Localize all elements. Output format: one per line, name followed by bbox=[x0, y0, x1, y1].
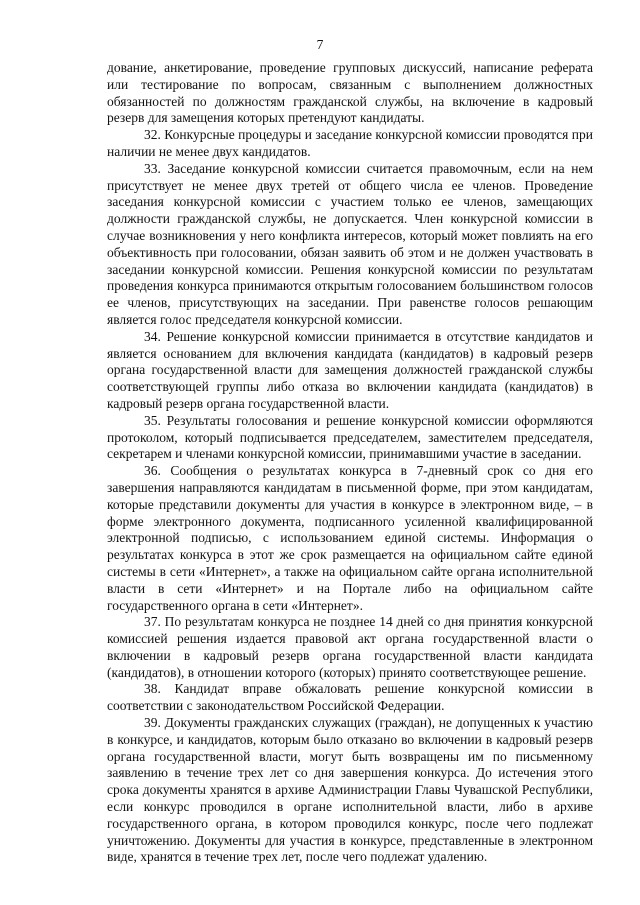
paragraph-34: 34. Решение конкурсной комиссии принимается в отсутствие кандидатов и является основанием для включения кандидата (кандидатов) в кадровый резерв органа государственной власти для замещения должностей гражданской службы соответствующей группы либо отказа во включении кандидата (кандидатов) в кадровый резерв органа государственной власти. bbox=[107, 328, 593, 411]
paragraph-35: 35. Результаты голосования и решение конкурсной комиссии оформляются протоколом, который подписывается председателем, заместителем председателя, секретарем и членами конкурсной комиссии, принимавшими участие в заседании. bbox=[107, 412, 593, 462]
paragraph-37: 37. По результатам конкурса не позднее 14 дней со дня принятия конкурсной комиссией решения издается правовой акт органа государственной власти о включении в кадровый резерв органа государственной власти кандидата (кандидатов), в отношении которого (которых) принято соответствующее решение. bbox=[107, 614, 593, 680]
paragraph-33: 33. Заседание конкурсной комиссии считается правомочным, если на нем присутствует не менее двух третей от общего числа ее членов. Проведение заседания конкурсной комиссии с участием только ее членов, замещающих должности гражданской службы, не допускается. Член конкурсной комиссии в случае возникновения у него конфликта интересов, который может повлиять на его объективность при голосовании, обязан заявить об этом и не должен участвовать в заседании конкурсной комиссии. Решения конкурсной комиссии по результатам проведения конкурса принимаются открытым голосованием большинством голосов ее членов, присутствующих на заседании. При равенстве голосов решающим является голос председателя конкурсной комиссии. bbox=[107, 160, 593, 327]
paragraph-38: 38. Кандидат вправе обжаловать решение конкурсной комиссии в соответствии с законодательством Российской Федерации. bbox=[107, 681, 593, 714]
document-body bbox=[107, 60, 593, 866]
paragraph-continuation: дование, анкетирование, проведение групповых дискуссий, написание реферата или тестирование по вопросам, связанным с выполнением должностных обязанностей по должностям гражданской службы, на включение в кадровый резерв для замещения которых претендуют кандидаты. bbox=[107, 60, 593, 126]
paragraph-39: 39. Документы гражданских служащих (граждан), не допущенных к участию в конкурсе, и кандидатов, которым было отказано во включении в кадровый резерв органа государственной власти, могут быть возвращены им по письменному заявлению в течение трех лет со дня завершения конкурса. До истечения этого срока документы хранятся в архиве Администрации Главы Чувашской Республики, если конкурс проводился в органе исполнительной власти, либо в архиве государственного органа, в котором проводился конкурс, после чего подлежат уничтожению. Документы для участия в конкурсе, представленные в электронном виде, хранятся в течение трех лет, после чего подлежат удалению. bbox=[107, 715, 593, 865]
page-number: 7 bbox=[316, 37, 324, 52]
paragraph-32: 32. Конкурсные процедуры и заседание конкурсной комиссии проводятся при наличии не менее двух кандидатов. bbox=[107, 127, 593, 159]
paragraph-36: 36. Сообщения о результатах конкурса в 7-дневный срок со дня его завершения направляются кандидатам в письменной форме, при этом кандидатам, которые представили документы для участия в конкурсе в электронном виде, – в форме электронного документа, подписанного усиленной квалифицированной электронной подписью, с использованием единой системы. Информация о результатах конкурса в этот же срок размещается на официальном сайте единой системы в сети «Интернет», а также на официальном сайте органа исполнительной власти в сети «Интернет» и на Портале либо на официальном сайте государственного органа в сети «Интернет». bbox=[107, 463, 593, 613]
